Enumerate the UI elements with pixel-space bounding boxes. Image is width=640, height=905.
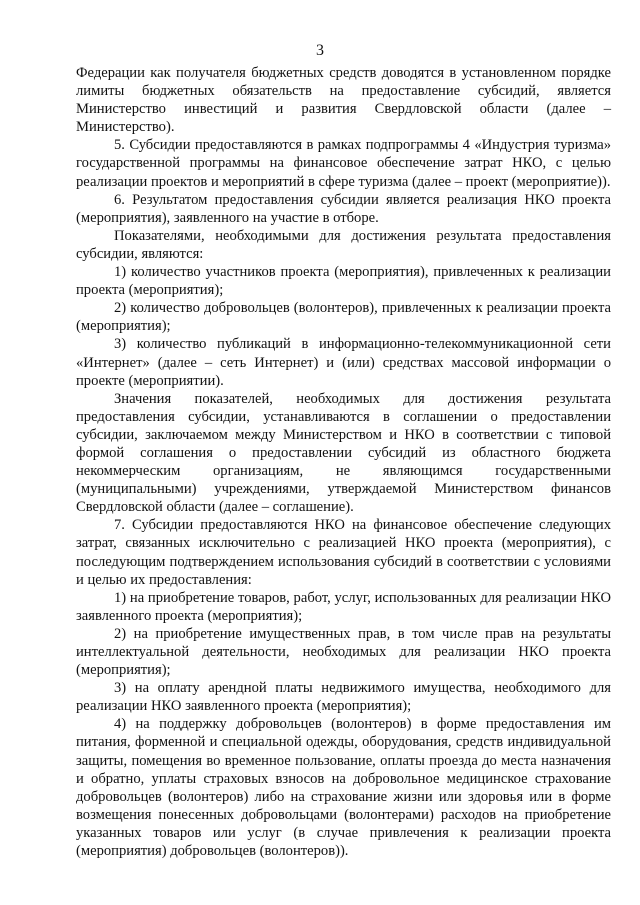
paragraph-indicators-intro: Показателями, необходимыми для достижения результата предоставления субсидии, являются: (76, 227, 611, 262)
list-item-cost-2: 2) на приобретение имущественных прав, в том числе прав на результаты интеллектуальной деятельности, необходимых для реализации НКО проекта (мероприятия); (76, 625, 611, 679)
list-item-indicator-1: 1) количество участников проекта (мероприятия), привлеченных к реализации проекта (мероприятия); (76, 264, 611, 299)
list-item-cost-4: 4) на поддержку добровольцев (волонтеров) в форме предоставления им питания, форменной и специальной одежды, оборудования, средств индивидуальной защиты, помещения во временное пользование, оплаты проезда до места назначения и обратно, уплаты страховых взносов на добровольное медицинское страхование добровольцев (волонтеров) либо на страхование жизни или здоровья или в форме возмещения понесенных добровольцами (волонтерами) расходов на приобретение указанных товаров или услуг (в случае привлечения к реализации проекта (мероприятия) добровольцев (волонтеров)). (76, 716, 611, 860)
paragraph-indicator-values: Значения показателей, необходимых для достижения результата предоставления субсидии, устанавливаются в соглашении о предоставлении субсидии, заключаемом между Министерством и НКО в соответствии с типовой формой соглашения о предоставлении субсидий из областного бюджета некоммерческим организациям, не являющимся государственными (муниципальными) учреждениями, утверждаемой Министерством финансов Свердловской области (далее – соглашение). (76, 390, 611, 516)
paragraph-clause-5: 5. Субсидии предоставляются в рамках подпрограммы 4 «Индустрия туризма» государственной программы на финансовое обеспечение затрат НКО, с целью реализации проектов и мероприятий в сфере туризма (далее – проект (мероприятие)). (76, 137, 611, 190)
list-item-cost-1: 1) на приобретение товаров, работ, услуг, использованных для реализации НКО заявленного проекта (мероприятия); (76, 589, 611, 624)
document-body (76, 64, 611, 860)
page-number: 3 (316, 42, 324, 59)
list-item-indicator-3: 3) количество публикаций в информационно-телекоммуникационной сети «Интернет» (далее – сеть Интернет) и (или) средствах массовой информации о проекте (мероприятии). (76, 336, 611, 389)
list-item-cost-3: 3) на оплату арендной платы недвижимого имущества, необходимого для реализации НКО заявленного проекта (мероприятия); (76, 680, 611, 715)
paragraph-clause-7: 7. Субсидии предоставляются НКО на финансовое обеспечение следующих затрат, связанных исключительно с реализацией НКО проекта (мероприятия), с последующим подтверждением использования субсидий в соответствии с условиями и целью их предоставления: (76, 517, 611, 588)
list-item-indicator-2: 2) количество добровольцев (волонтеров), привлеченных к реализации проекта (мероприятия); (76, 300, 611, 335)
paragraph-continuation: Федерации как получателя бюджетных средств доводятся в установленном порядке лимиты бюджетных обязательств на предоставление субсидий, является Министерство инвестиций и развития Свердловской области (далее – Министерство). (76, 65, 611, 136)
paragraph-clause-6: 6. Результатом предоставления субсидии является реализация НКО проекта (мероприятия), заявленного на участие в отборе. (76, 191, 611, 226)
